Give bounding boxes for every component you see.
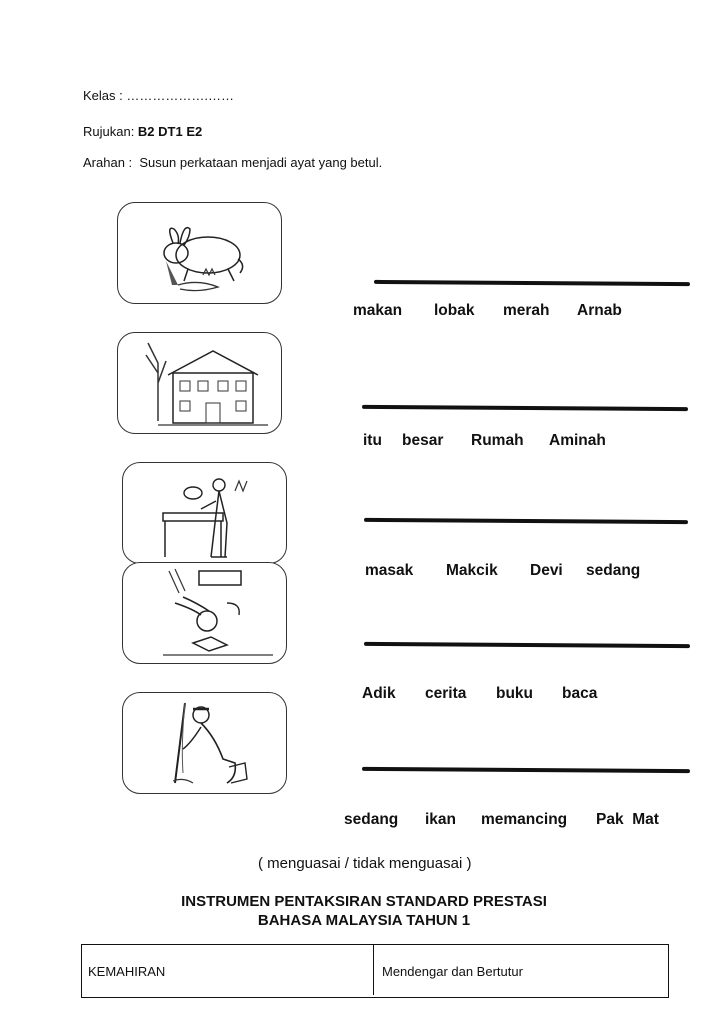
word: sedang (586, 562, 641, 579)
word: Pak Mat (596, 811, 659, 828)
word: besar (402, 432, 444, 449)
picture-fishing (122, 692, 287, 794)
word: Aminah (549, 432, 606, 449)
skill-label-cell (82, 945, 374, 995)
answer-line-5[interactable] (362, 767, 690, 773)
word: cerita (425, 685, 467, 702)
skill-value: Mendengar dan Bertutur (382, 964, 523, 979)
picture-rabbit (117, 202, 282, 304)
house-icon (118, 333, 281, 433)
answer-line-2[interactable] (362, 405, 688, 411)
picture-cooking (122, 462, 287, 564)
answer-line-4[interactable] (364, 642, 690, 648)
kelas-label: Kelas : (83, 88, 127, 103)
arahan-label: Arahan : (83, 155, 133, 170)
word: Rumah (471, 432, 524, 449)
skill-value-cell (374, 945, 668, 995)
word: lobak (434, 302, 475, 319)
rabbit-icon (118, 203, 281, 303)
word: makan (353, 302, 403, 319)
kelas-value: ……………….…… (126, 88, 234, 103)
arahan-line (83, 155, 382, 170)
title-line-2: BAHASA MALAYSIA TAHUN 1 (257, 912, 471, 929)
answer-line-3[interactable] (364, 518, 688, 524)
word: Arnab (577, 302, 622, 319)
cooking-woman-icon (123, 463, 286, 563)
kelas-line (83, 88, 234, 103)
answer-line-1[interactable] (374, 280, 690, 286)
rujukan-value: B2 DT1 E2 (137, 124, 203, 139)
rujukan-line (83, 124, 202, 139)
skill-table (81, 944, 669, 998)
word: merah (503, 302, 550, 319)
word: itu (363, 432, 382, 449)
word: masak (365, 562, 414, 579)
word: baca (562, 685, 598, 702)
word: memancing (481, 811, 568, 828)
child-reading-icon (123, 563, 286, 663)
word: Adik (362, 685, 396, 702)
word: sedang (344, 811, 399, 828)
word: Devi (530, 562, 563, 579)
picture-house (117, 332, 282, 434)
mastery-status: ( menguasai / tidak menguasai ) (258, 855, 472, 872)
word: Makcik (446, 562, 498, 579)
picture-reading (122, 562, 287, 664)
fishing-man-icon (123, 693, 286, 793)
rujukan-label: Rujukan: (83, 124, 138, 139)
skill-label: KEMAHIRAN (88, 964, 166, 979)
word: buku (496, 685, 534, 702)
title-line-1: INSTRUMEN PENTAKSIRAN STANDARD PRESTASI (181, 893, 547, 910)
arahan-value: Susun perkataan menjadi ayat yang betul. (139, 155, 383, 170)
word: ikan (425, 811, 457, 828)
